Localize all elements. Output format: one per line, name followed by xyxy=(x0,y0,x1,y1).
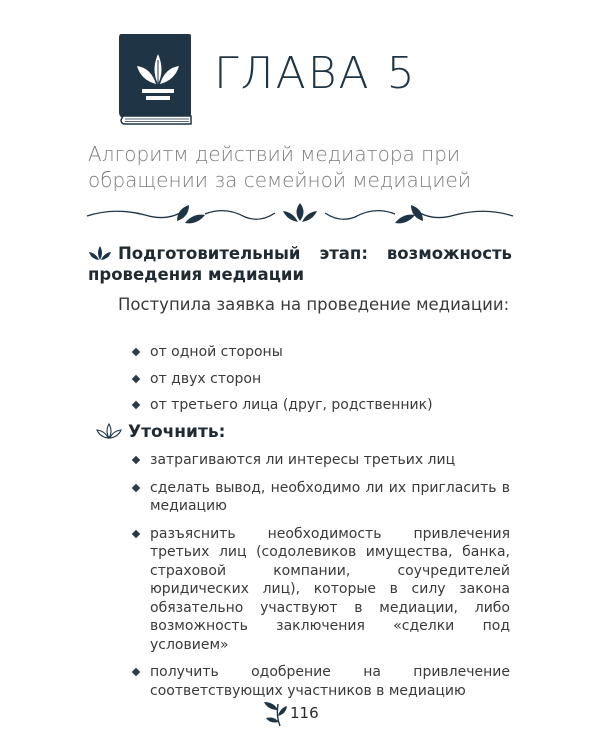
leaf-icon xyxy=(88,245,112,261)
clarify-heading-text: Уточнить: xyxy=(128,422,226,442)
list-item: от двух сторон xyxy=(132,370,510,389)
diamond-bullet-icon xyxy=(132,529,140,537)
clarify-heading xyxy=(96,421,225,443)
chapter-subtitle: Алгоритм действий медиатора при обращении за семейной медиацией xyxy=(88,142,472,192)
list-item: разъяснить необходимость привлечения третьих лиц (содолевиков имущества, банка, страховой компании, соучредителей юридических лиц), которые в силу закона обязательно участвуют в медиации, либо возможность заключения «сделки под условием» xyxy=(132,525,510,655)
list-item: сделать вывод, необходимо ли их пригласить в медиацию xyxy=(132,479,510,516)
diamond-bullet-icon xyxy=(132,348,140,356)
section-heading-text: Подготовительный этап: возможность проведения медиации xyxy=(88,244,512,284)
list-item: затрагиваются ли интересы третьих лиц xyxy=(132,451,510,470)
book-with-plant-icon xyxy=(115,30,197,128)
diamond-bullet-icon xyxy=(132,668,140,676)
leaf-outline-icon xyxy=(96,423,122,439)
list-item: от третьего лица (друг, родственник) xyxy=(132,396,510,415)
chapter-title: ГЛАВА 5 xyxy=(214,48,417,99)
intro-text: Поступила заявка на проведение медиации: xyxy=(118,295,510,314)
request-sources-list xyxy=(132,343,510,423)
ornament-divider-icon xyxy=(85,201,515,229)
sprig-icon xyxy=(262,698,288,728)
page-number: 116 xyxy=(290,704,319,722)
page-footer xyxy=(262,698,319,728)
clarify-list xyxy=(132,451,510,709)
list-item: от одной стороны xyxy=(132,343,510,362)
section-heading xyxy=(88,243,512,285)
list-item: получить одобрение на привлечение соответствующих участников в медиацию xyxy=(132,663,510,700)
diamond-bullet-icon xyxy=(132,456,140,464)
diamond-bullet-icon xyxy=(132,374,140,382)
diamond-bullet-icon xyxy=(132,401,140,409)
diamond-bullet-icon xyxy=(132,483,140,491)
